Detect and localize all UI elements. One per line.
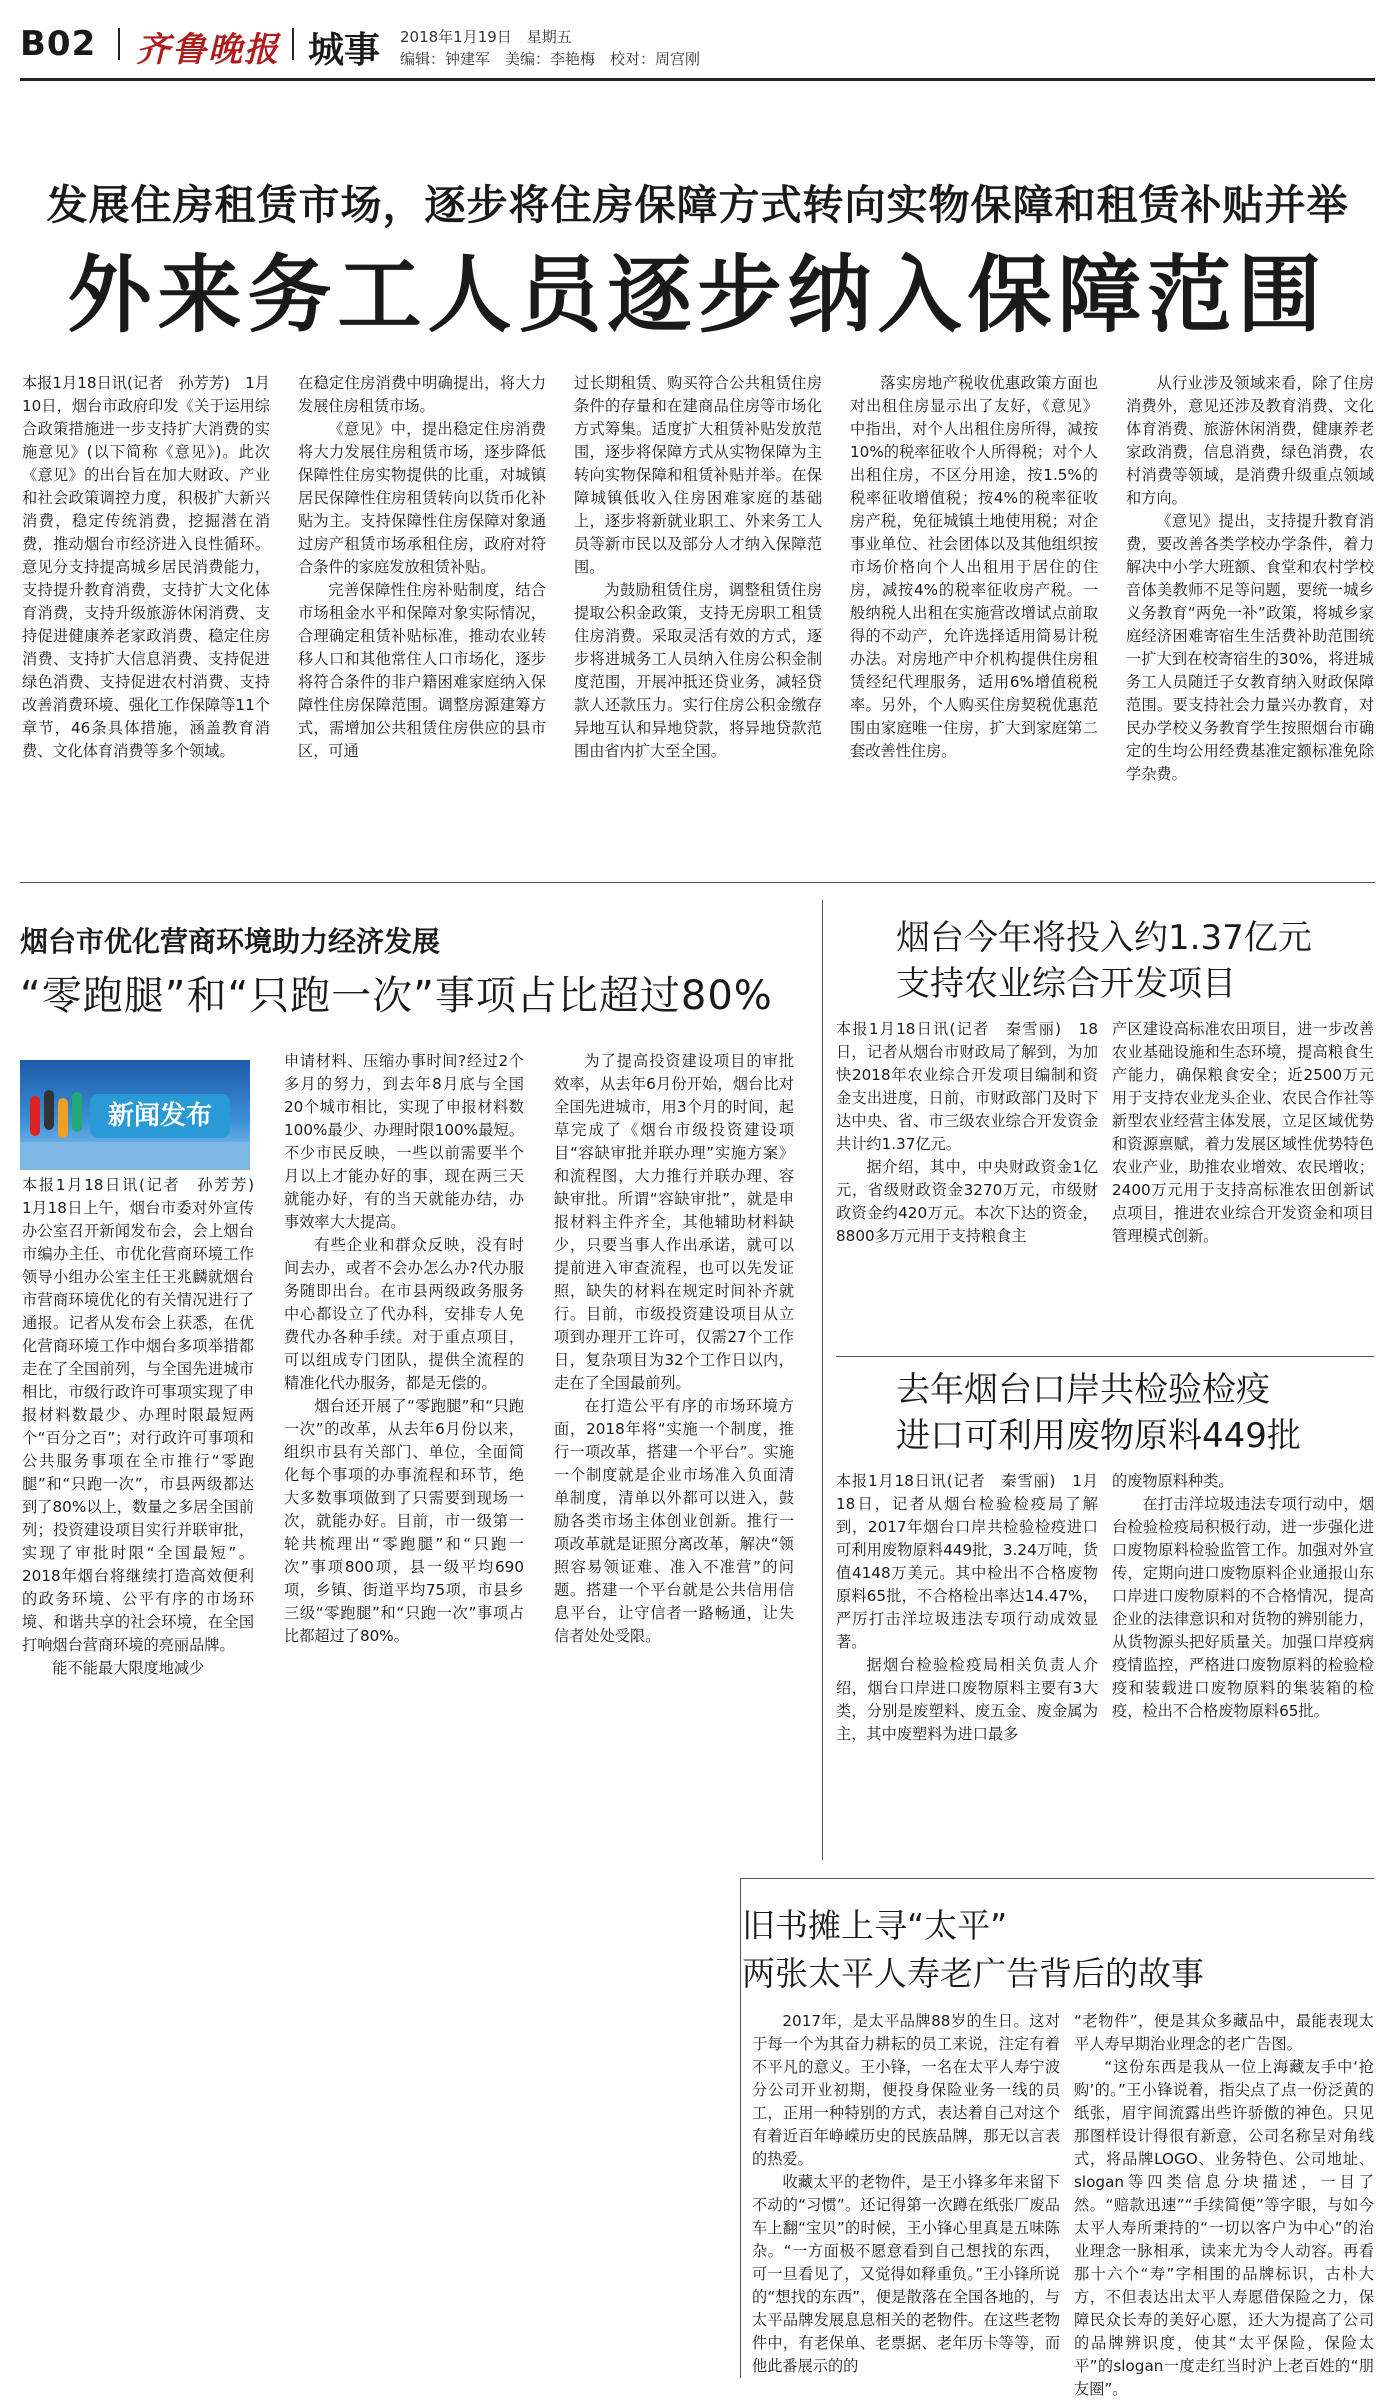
paragraph: 完善保障性住房补贴制度，结合市场租金水平和保障对象实际情况，合理确定租赁补贴标准，推动农业转移人口和其他常住人口市场化，逐步将符合条件的非户籍困难家庭纳入保障性住房保障范围。调整房源建筹方式，需增加公共租赁住房供应的县市区，可通	[298, 581, 546, 760]
microphone-icon	[58, 1098, 68, 1138]
story3-headline-line1: 烟台今年将投入约1.37亿元	[896, 918, 1312, 958]
paragraph: 本报1月18日讯(记者 孙芳芳) 1月10日，烟台市政府印发《关于运用综合政策措施进一步支持扩大消费的实施意见》(以下简称《意见》)。此次《意见》的出台旨在加大财政、产业和社会政策调控力度，积极扩大新兴消费，稳定传统消费，挖掘潜在消费，推动烟台市经济进入良性循环。意见分支持提高城乡居民消费能力，支持提升教育消费，支持扩大文化体育消费，支持升级旅游休闲消费、支持促进健康养老家政消费、稳定住房消费、支持扩大信息消费、支持促进绿色消费、支持促进农村消费、支持改善消费环境、强化工作保障等11个章节，46条具体措施，涵盖教育消费、文化体育消费等多个领域。	[22, 374, 270, 760]
paragraph: 《意见》提出，支持提升教育消费，要改善各类学校办学条件，着力解决中小学大班额、食堂和农村学校音体美教师不足等问题，要统一城乡义务教育“两免一补”政策，将城乡家庭经济困难寄宿生生活费补助范围统一扩大到在校寄宿生的30%，将进城务工人员随迁子女教育纳入财政保障范围。要支持社会力量兴办教育，对民办学校义务教育学生按照烟台市确定的生均公用经费基准定额标准免除学杂费。	[1126, 512, 1374, 783]
paragraph: 在打造公平有序的市场环境方面，2018年将“实施一个制度，推行一项改革，搭建一个平台”。实施一个制度就是企业市场准入负面清单制度，清单以外都可以进入，鼓励各类市场主体创业创新。推行一项改革就是证照分离改革，解决“领照容易领证难、准入不准营”的问题。搭建一个平台就是公共信用信息平台，让守信者一路畅通，让失信者处处受限。	[554, 1397, 794, 1645]
paragraph: 收藏太平的老物件，是王小锋多年来留下不动的“习惯”。还记得第一次蹲在纸张厂废品车上翻“宝贝”的时候，王小锋心里真是五味陈杂。“一方面极不愿意看到自己想找的东西，可一旦看见了，又觉得如释重负。”王小锋所说的“想找的东西”，便是散落在全国各地的，与太平品牌发展息息相关的老物件。在这些老物件中，有老保单、老票据、老年历卡等等，而他此番展示的的	[752, 2173, 1060, 2375]
paragraph: 的废物原料种类。	[1112, 1472, 1234, 1490]
story5-column-1	[752, 2010, 1060, 2382]
paragraph: 有些企业和群众反映，没有时间去办，或者不会办怎么办?代办服务随即出台。在市县两级政务服务中心都设立了代办科，安排专人免费代办各种手续。对于重点项目，可以组成专门团队，提供全流程的精准化代办服务，都是无偿的。	[284, 1236, 524, 1392]
paragraph: 能不能最大限度地减少	[52, 1659, 205, 1677]
news-release-badge: 新闻发布	[90, 1094, 230, 1138]
masthead	[20, 20, 1375, 72]
masthead-divider	[292, 28, 294, 60]
paragraph: 2017年，是太平品牌88岁的生日。这对于每一个为其奋力耕耘的员工来说，注定有着不平凡的意义。王小锋，一名在太平人寿宁波分公司开业初期，便投身保险业务一线的员工，正用一种特别的方式，表达着自己对这个有着近百年峥嵘历史的民族品牌，那无以言表的热爱。	[752, 2012, 1060, 2168]
story5-headline-line1: 旧书摊上寻“太平”	[742, 1906, 1008, 1945]
paragraph: 申请材料、压缩办事时间?经过2个多月的努力，到去年8月底与全国20个城市相比，实现了申报材料数100%最少、办理时限100%最短。不少市民反映，一些以前需要半个月以上才能办好的事，现在两三天就能办好，有的当天就能办结，办事效率大大提高。	[284, 1052, 524, 1231]
paragraph: 从行业涉及领域来看，除了住房消费外，意见还涉及教育消费、文化体育消费、旅游休闲消费，健康养老家政消费，信息消费，绿色消费，农村消费等领域，是消费升级重点领域和方向。	[1126, 374, 1374, 507]
story5-column-2	[1074, 2010, 1374, 2398]
lead-kicker: 发展住房租赁市场，逐步将住房保障方式转向实物保障和租赁补贴并举	[46, 181, 1349, 229]
date-line: 2018年1月19日 星期五	[400, 28, 572, 46]
paragraph: “这份东西是我从一位上海藏友手中‘抢购’的。”王小锋说着，指尖点了点一份泛黄的纸张，眉宇间流露出些许骄傲的神色。只见那图样设计得很有新意，公司名称呈对角线式，将品牌LOGO、业务特色、公司地址、slogan等四类信息分块描述，一目了然。“赔款迅速”“手续简便”等字眼，与如今太平人寿所秉持的“一切以客户为中心”的治业理念一脉相承，读来尤为令人动容。再看那十六个“寿”字相围的品牌标识，古朴大方，不但表达出太平人寿愿借保险之力，保障民众长寿的美好心愿，还大为提高了公司的品牌辨识度，使其“太平保险，保险太平”的slogan一度走红当时沪上老百姓的“朋友圈”。	[1074, 2058, 1374, 2398]
story2-column-2	[284, 1050, 524, 1860]
news-release-image	[20, 1060, 250, 1170]
paragraph: 产区建设高标准农田项目，进一步改善农业基础设施和生态环境，提高粮食生产能力，确保粮食安全；近2500万元用于支持农业龙头企业、农民合作社等新型农业经营主体发展，立足区域优势和资源禀赋，着力发展区域性优势特色农业产业，助推农业增效、农民增收；2400万元用于支持高标准农田创新试点项目，推进农业综合开发资金和项目管理模式创新。	[1112, 1020, 1374, 1245]
paragraph: 在稳定住房消费中明确提出，将大力发展住房租赁市场。	[298, 374, 546, 415]
microphone-icon	[44, 1090, 54, 1130]
paragraph: “老物件”，便是其众多藏品中，最能表现太平人寿早期治业理念的老广告图。	[1074, 2012, 1374, 2053]
masthead-rule	[20, 78, 1375, 81]
paragraph: 据介绍，其中，中央财政资金1亿元，省级财政资金3270万元，市级财政资金约420万元。本次下达的资金，8800多万元用于支持粮食主	[836, 1158, 1098, 1245]
newspaper-logo: 齐鲁晚报	[136, 30, 280, 70]
story4-headline-line2: 进口可利用废物原料449批	[896, 1416, 1301, 1456]
story2-column-3	[554, 1050, 794, 1860]
section-divider	[740, 1878, 1374, 1879]
story4-column-2	[1112, 1470, 1374, 1868]
story3-column-1	[836, 1018, 1098, 1350]
paragraph: 落实房地产税收优惠政策方面也对出租住房显示出了友好，《意见》中指出，对个人出租住房所得，减按10%的税率征收个人所得税；对个人出租住房，不区分用途，按1.5%的税率征收增值税；按4%的税率征收房产税，免征城镇土地使用税；对企事业单位、社会团体以及其他组织按市场价格向个人出租用于居住的住房，减按4%的税率征收房产税。一般纳税人出租在实施营改增试点前取得的不动产，允许选择适用简易计税办法。对房地产中介机构提供住房租赁经纪代理服务，适用6%增值税税率。另外，个人购买住房契税优惠范围由家庭唯一住房，扩大到家庭第二套改善性住房。	[850, 374, 1098, 760]
story4-column-1	[836, 1470, 1098, 1868]
section-divider	[836, 1356, 1374, 1357]
column-divider	[740, 1878, 741, 2378]
lead-headline: 外来务工人员逐步纳入保障范围	[67, 246, 1328, 344]
section-title: 城事	[308, 30, 381, 71]
lead-column-4	[850, 372, 1098, 872]
page-code: B02	[20, 24, 97, 64]
story2-column-1	[22, 1174, 270, 1860]
story3-headline-line2: 支持农业综合开发项目	[896, 964, 1236, 1004]
column-divider	[822, 900, 823, 1860]
paragraph: 烟台还开展了“零跑腿”和“只跑一次”的改革，从去年6月份以来，组织市县有关部门、单位，全面简化每个事项的办事流程和环节，绝大多数事项做到了只需要到现场一次，就能办好。目前，市一级第一轮共梳理出“零跑腿”和“只跑一次”事项800项，县一级平均690项，乡镇、街道平均75项，市县乡三级“零跑腿”和“只跑一次”事项占比都超过了80%。	[284, 1397, 524, 1645]
microphone-icon	[30, 1096, 40, 1136]
paragraph: 本报1月18日讯(记者 孙芳芳) 1月18日上午，烟台市委对外宣传办公室召开新闻发布会，会上烟台市编办主任、市优化营商环境工作领导小组办公室主任王兆麟就烟台市营商环境优化的有关情况进行了通报。记者从发布会上获悉，在优化营商环境工作中烟台多项举措都走在了全国前列，与全国先进城市相比，市级行政许可事项实现了申报材料数最少、办理时限最短两个“百分之百”；对行政许可事项和公共服务事项在全市推行“零跑腿”和“只跑一次”，市县两级都达到了80%以上，数量之多居全国前列；投资建设项目实行并联审批，实现了审批时限“全国最短”。2018年烟台将继续打造高效便利的政务环境、公平有序的市场环境、和谐共享的社会环境，在全国打响烟台营商环境的亮丽品牌。	[22, 1176, 270, 1654]
lead-column-5	[1126, 372, 1374, 872]
editor-line: 编辑：钟建军 美编：李艳梅 校对：周宫刚	[400, 50, 701, 68]
lead-column-2	[298, 372, 546, 872]
skyline-graphic	[20, 1142, 250, 1170]
paragraph: 本报1月18日讯(记者 秦雪丽) 1月18日，记者从烟台检验检疫局了解到，2017年烟台口岸共检验检疫进口可利用废物原料449批，3.24万吨，货值4148万美元。其中检出不合格废物原料65批，不合格检出率达14.47%，严厉打击洋垃圾违法专项行动成效显著。	[836, 1472, 1098, 1651]
section-divider	[20, 882, 1375, 883]
paragraph: 《意见》中，提出稳定住房消费将大力发展住房租赁市场，逐步降低保障性住房实物提供的比重，对城镇居民保障性住房租赁转向以货币化补贴为主。支持保障性住房保障对象通过房产租赁市场承租住房，政府对符合条件的家庭发放租赁补贴。	[298, 420, 546, 576]
lead-column-1	[22, 372, 270, 872]
paragraph: 为鼓励租赁住房，调整租赁住房提取公积金政策，支持无房职工租赁住房消费。采取灵活有效的方式，逐步将进城务工人员纳入住房公积金制度范围，开展冲抵还贷业务，减轻贷款人还款压力。实行住房公积金缴存异地互认和异地贷款，将异地贷款范围由省内扩大至全国。	[574, 581, 822, 760]
paragraph: 本报1月18日讯(记者 秦雪丽) 18日，记者从烟台市财政局了解到，为加快2018年农业综合开发项目编制和资金支出进度，日前，市财政部门及时下达中央、省、市三级农业综合开发资金共计约1.37亿元。	[836, 1020, 1098, 1153]
paragraph: 据烟台检验检疫局相关负责人介绍，烟台口岸进口废物原料主要有3大类，分别是废塑料、废五金、废金属为主，其中废塑料为进口最多	[836, 1656, 1098, 1743]
paragraph: 为了提高投资建设项目的审批效率，从去年6月份开始，烟台比对全国先进城市，用3个月的时间，起草完成了《烟台市级投资建设项目“容缺审批并联办理”实施方案》和流程图，大力推行并联办理、容缺审批。所谓“容缺审批”，就是申报材料主件齐全，其他辅助材料缺少，只要当事人作出承诺，就可以提前进入审查流程，也可以先发证照，缺失的材料在规定时间补齐就行。目前，市级投资建设项目从立项到办理开工许可，仅需27个工作日，复杂项目为32个工作日以内，走在了全国最前列。	[554, 1052, 794, 1392]
masthead-divider	[118, 28, 120, 60]
paragraph: 过长期租赁、购买符合公共租赁住房条件的存量和在建商品住房等市场化方式筹集。适度扩大租赁补贴发放范围，逐步将保障方式从实物保障为主转向实物保障和租赁补贴并举。在保障城镇低收入住房困难家庭的基础上，逐步将新就业职工、外来务工人员等新市民以及部分人才纳入保障范围。	[574, 374, 822, 576]
microphone-icon	[72, 1092, 82, 1132]
story5-headline-line2: 两张太平人寿老广告背后的故事	[742, 1954, 1204, 1993]
paragraph: 在打击洋垃圾违法专项行动中，烟台检验检疫局积极行动，进一步强化进口废物原料检验监管工作。加强对外宣传，定期向进口废物原料企业通报山东口岸进口废物原料的不合格情况，提高企业的法律意识和对货物的辨别能力，从货物源头把好质量关。加强口岸疫病疫情监控，严格进口废物原料的检验检疫和装载进口废物原料的集装箱的检疫，检出不合格废物原料65批。	[1112, 1495, 1374, 1720]
story3-column-2	[1112, 1018, 1374, 1350]
story2-headline: “零跑腿”和“只跑一次”事项占比超过80%	[20, 973, 773, 1019]
story4-headline-line1: 去年烟台口岸共检验检疫	[896, 1370, 1270, 1410]
story2-kicker: 烟台市优化营商环境助力经济发展	[20, 925, 441, 958]
lead-column-3	[574, 372, 822, 872]
